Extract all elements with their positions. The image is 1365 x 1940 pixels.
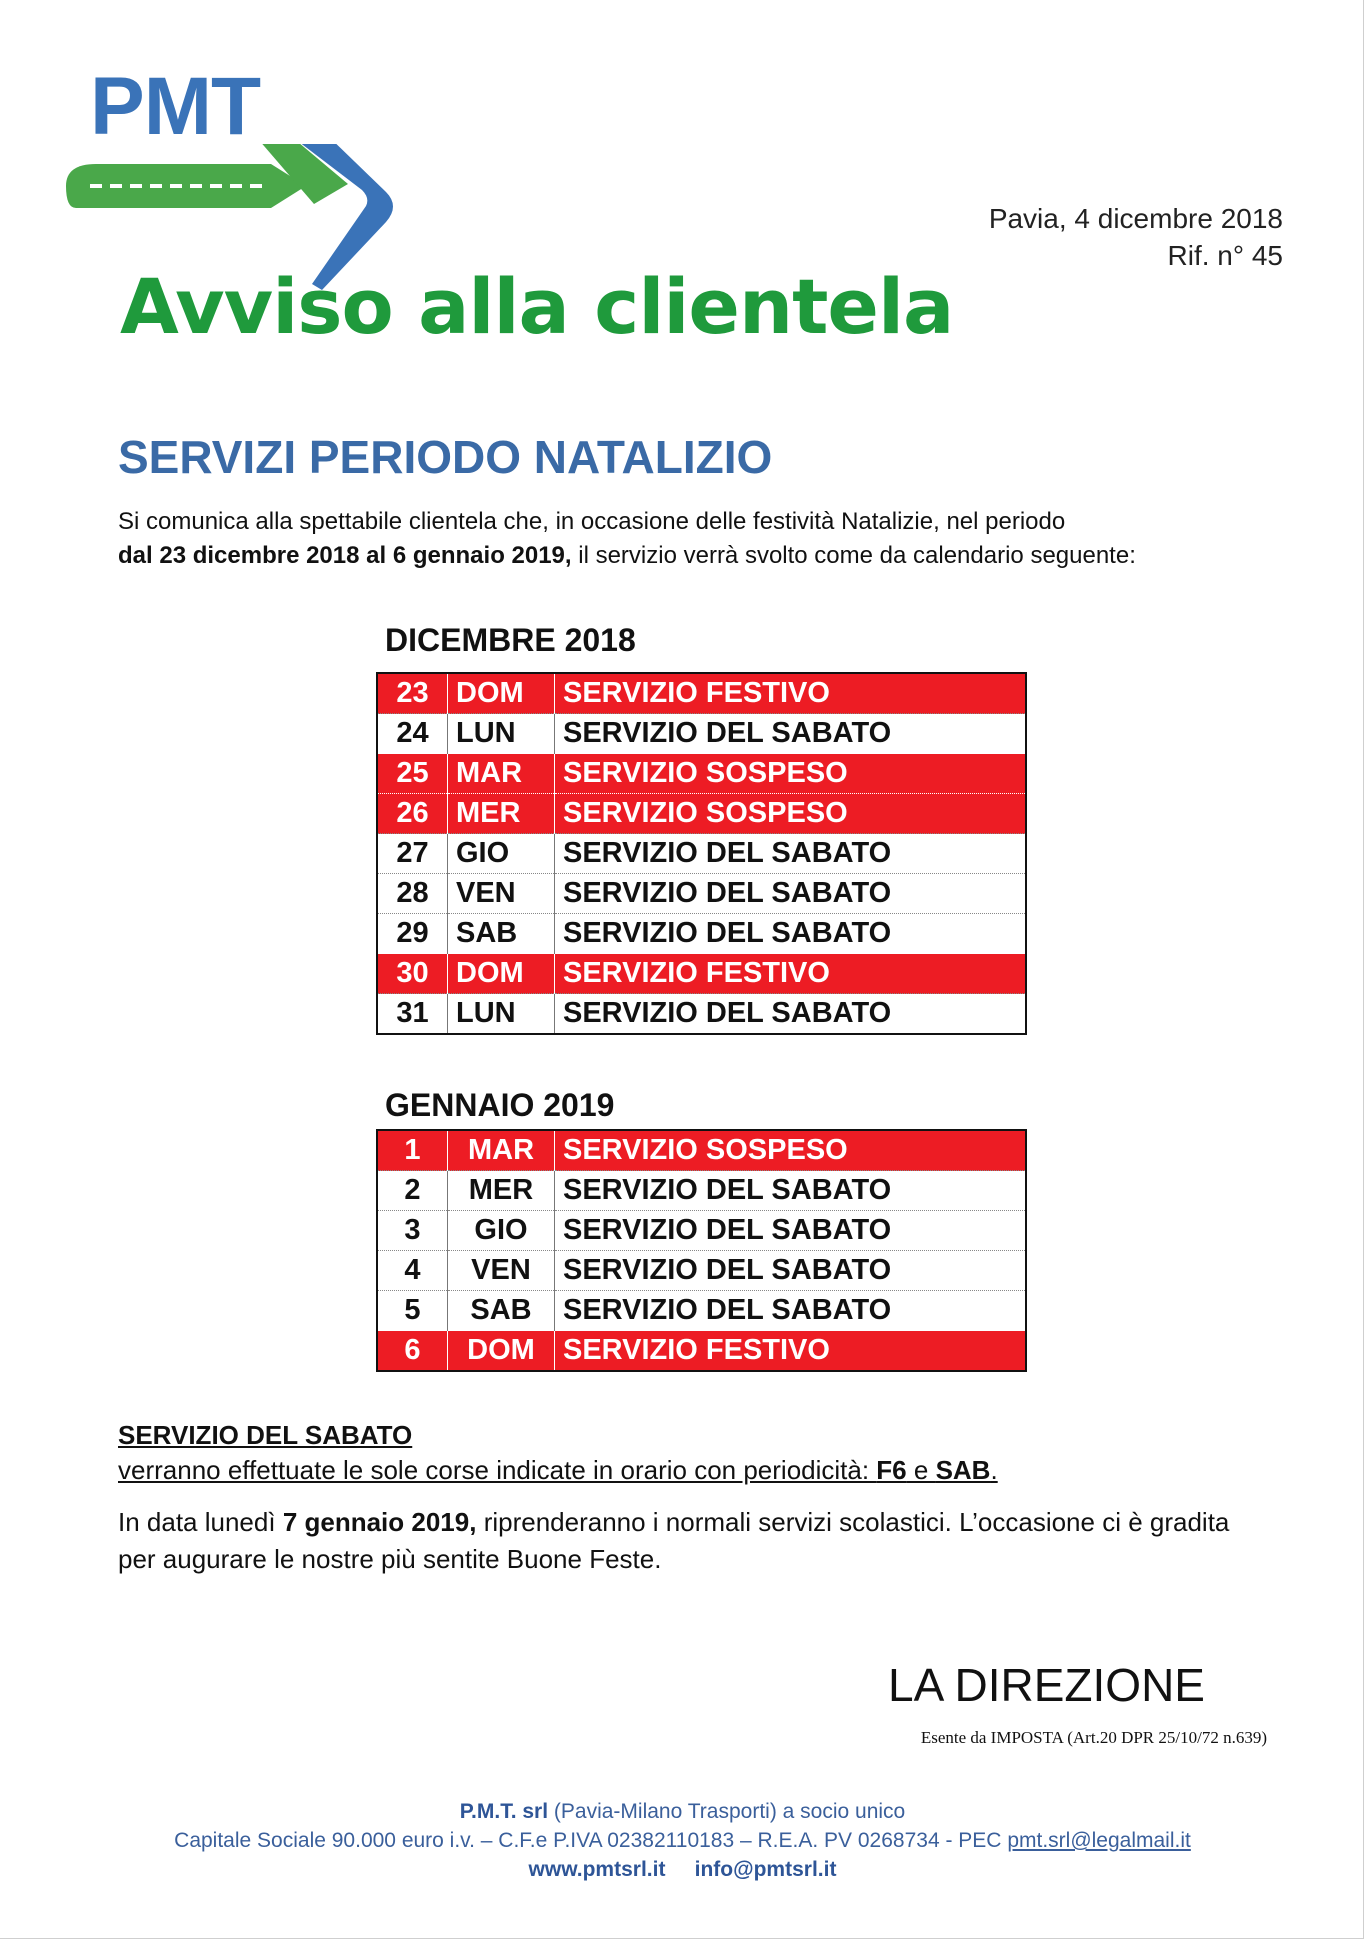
service-cell: SERVIZIO DEL SABATO [555,1291,1027,1331]
intro-line1: Si comunica alla spettabile clientela che, in occasione delle festività Natalizie, nel periodo [118,508,1066,535]
weekday-cell: LUN [448,714,555,754]
december-table [376,672,1027,1035]
tax-note: Esente da IMPOSTA (Art.20 DPR 25/10/72 n.639) [920,1728,1267,1747]
day-cell: 30 [377,954,448,994]
day-cell: 26 [377,794,448,834]
service-cell: SERVIZIO FESTIVO [555,954,1027,994]
service-cell: SERVIZIO FESTIVO [555,1331,1027,1372]
weekday-cell: LUN [448,994,555,1035]
day-cell: 6 [377,1331,448,1372]
service-cell: SERVIZIO DEL SABATO [555,994,1027,1035]
weekday-cell: MER [448,1171,555,1211]
note-heading: SERVIZIO DEL SABATO [118,1420,413,1450]
day-cell: 25 [377,754,448,794]
service-cell: SERVIZIO DEL SABATO [555,834,1027,874]
calendar-row [377,1171,1026,1211]
note-connector: e [906,1455,936,1485]
document-meta [989,200,1283,274]
weekday-cell: MAR [448,1130,555,1171]
weekday-cell: DOM [448,673,555,714]
weekday-cell: GIO [448,1211,555,1251]
note-code-f6: F6 [876,1455,907,1485]
weekday-cell: MER [448,794,555,834]
notice-title: Avviso alla clientela [120,262,954,351]
footer-legal: Capitale Sociale 90.000 euro i.v. – C.F.e P.IVA 02382110183 – R.E.A. PV 0268734 - PEC [174,1829,1008,1852]
calendar-row [377,954,1026,994]
weekday-cell: VEN [448,874,555,914]
closing-paragraph [118,1504,1248,1578]
closing-date: 7 gennaio 2019, [282,1507,477,1537]
weekday-cell: VEN [448,1251,555,1291]
footer-line2 [0,1826,1365,1855]
footer-company: P.M.T. srl [459,1800,549,1823]
note-code-sab: SAB [935,1455,991,1485]
service-cell: SERVIZIO DEL SABATO [555,874,1027,914]
signature: LA DIREZIONE [888,1659,1205,1711]
calendar-row [377,874,1026,914]
calendar-row [377,994,1026,1035]
footer-line1 [0,1797,1365,1826]
calendar-row [377,714,1026,754]
day-cell: 1 [377,1130,448,1171]
calendar-row [377,673,1026,714]
day-cell: 29 [377,914,448,954]
place-date: Pavia, 4 dicembre 2018 [988,203,1283,234]
day-cell: 23 [377,673,448,714]
calendar-row [377,834,1026,874]
service-cell: SERVIZIO SOSPESO [555,794,1027,834]
calendar-row [377,794,1026,834]
service-cell: SERVIZIO SOSPESO [555,1130,1027,1171]
footer [0,1797,1365,1884]
calendar-row [377,1251,1026,1291]
service-cell: SERVIZIO DEL SABATO [555,1171,1027,1211]
service-cell: SERVIZIO SOSPESO [555,754,1027,794]
day-cell: 24 [377,714,448,754]
calendar-row [377,1291,1026,1331]
section-title: SERVIZI PERIODO NATALIZIO [118,431,773,483]
closing-start: In data lunedì [118,1507,283,1537]
day-cell: 27 [377,834,448,874]
note-end: . [990,1455,998,1485]
footer-company-desc: (Pavia-Milano Trasporti) a socio unico [548,1800,906,1823]
footer-pec-link[interactable]: pmt.srl@legalmail.it [1007,1829,1191,1852]
day-cell: 28 [377,874,448,914]
january-title: GENNAIO 2019 [385,1087,615,1123]
weekday-cell: MAR [448,754,555,794]
weekday-cell: SAB [448,1291,555,1331]
note-text [118,1455,998,1486]
day-cell: 2 [377,1171,448,1211]
pmt-logo [66,61,396,234]
reference-number: Rif. n° 45 [1167,240,1283,271]
closing-rest: riprenderanno i normali servizi scolastici. L’occasione ci è gradita per augurare le nostre più sentite Buone Feste. [118,1507,1230,1574]
calendar-row [377,914,1026,954]
calendar-row [377,1331,1026,1372]
january-table [376,1129,1027,1372]
service-cell: SERVIZIO FESTIVO [555,673,1027,714]
logo-text: PMT [90,61,261,152]
service-cell: SERVIZIO DEL SABATO [555,914,1027,954]
weekday-cell: SAB [448,914,555,954]
day-cell: 3 [377,1211,448,1251]
calendar-row [377,1130,1026,1171]
footer-website-link[interactable]: www.pmtsrl.it [528,1858,666,1881]
weekday-cell: GIO [448,834,555,874]
day-cell: 4 [377,1251,448,1291]
service-cell: SERVIZIO DEL SABATO [555,1211,1027,1251]
calendar-row [377,754,1026,794]
day-cell: 31 [377,994,448,1035]
weekday-cell: DOM [448,1331,555,1372]
calendar-row [377,1211,1026,1251]
december-title: DICEMBRE 2018 [385,622,636,658]
intro-line2: il servizio verrà svolto come da calendario seguente: [571,542,1136,569]
footer-line3 [0,1855,1365,1884]
intro-period: dal 23 dicembre 2018 al 6 gennaio 2019, [118,542,572,569]
weekday-cell: DOM [448,954,555,994]
intro-paragraph [118,505,1248,573]
note-text-start: verranno effettuate le sole corse indicate in orario con periodicità: [118,1455,877,1485]
day-cell: 5 [377,1291,448,1331]
footer-email-link[interactable]: info@pmtsrl.it [694,1858,837,1881]
service-cell: SERVIZIO DEL SABATO [555,1251,1027,1291]
service-cell: SERVIZIO DEL SABATO [555,714,1027,754]
